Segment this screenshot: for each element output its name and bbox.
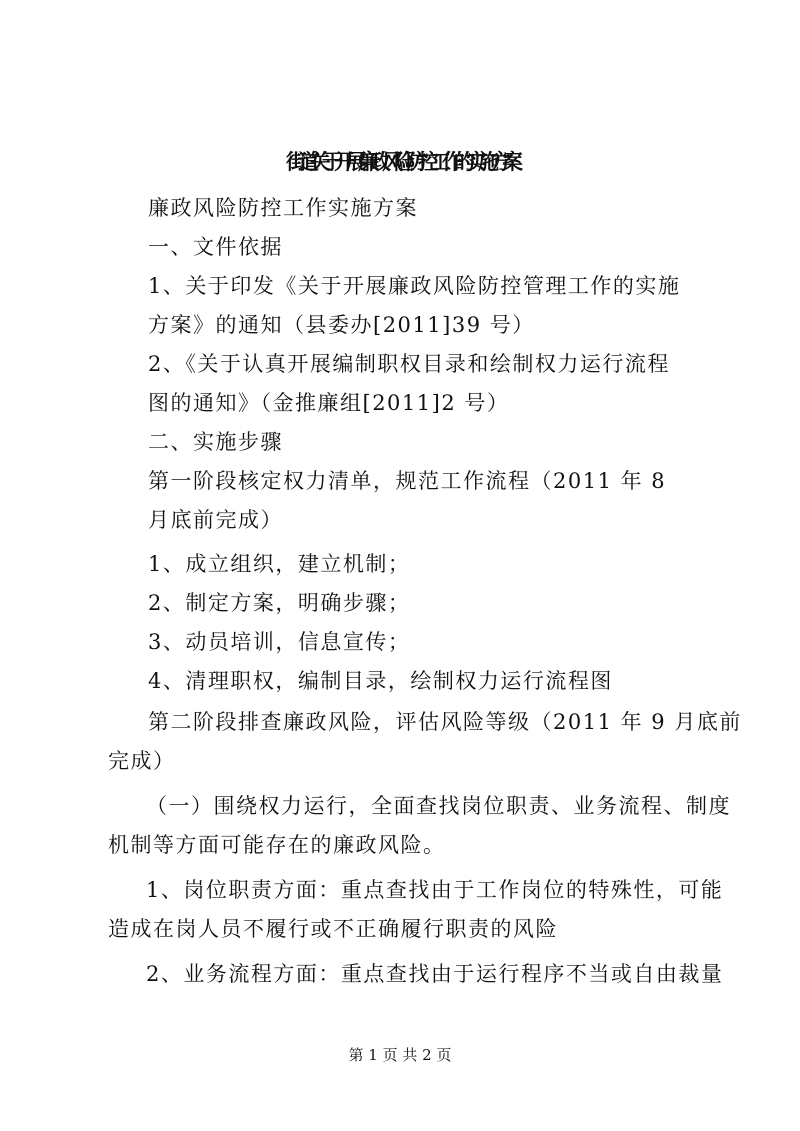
text-line: 第二阶段排查廉政风险，评估风险等级（2011 年 9 月底前 bbox=[148, 710, 742, 734]
text-line: 1、关于印发《关于开展廉政风险防控管理工作的实施 bbox=[148, 274, 681, 298]
text-line: 3、动员培训，信息宣传； bbox=[148, 630, 411, 654]
text-line: 1、成立组织，建立机制； bbox=[148, 552, 411, 576]
text-line: 完成） bbox=[108, 749, 176, 773]
text-line: 廉政风险防控工作实施方案 bbox=[148, 196, 418, 220]
text-line: 一、文件依据 bbox=[148, 235, 283, 259]
text-line: 造成在岗人员不履行或不正确履行职责的风险 bbox=[108, 917, 558, 941]
text-line: 第一阶段核定权力清单，规范工作流程（2011 年 8 bbox=[148, 469, 667, 493]
page-footer: 第 1 页 共 2 页 bbox=[348, 1046, 452, 1064]
text-line: 2、《关于认真开展编制职权目录和绘制权力运行流程 bbox=[148, 352, 670, 376]
text-line: 1、岗位职责方面：重点查找由于工作岗位的特殊性，可能 bbox=[146, 878, 724, 902]
text-line: 机制等方面可能存在的廉政风险。 bbox=[108, 833, 446, 857]
text-line: （一）围绕权力运行，全面查找岗位职责、业务流程、制度 bbox=[146, 794, 731, 818]
text-line: 月底前完成） bbox=[148, 508, 283, 532]
text-line: 2、制定方案，明确步骤； bbox=[148, 591, 411, 615]
text-line: 图的通知》（金推廉组[2011]2 号） bbox=[148, 391, 510, 415]
text-line: 2、业务流程方面：重点查找由于运行程序不当或自由裁量 bbox=[146, 962, 724, 986]
document-title: 街道关于开展廉政风险防控工作的实施方案 bbox=[286, 149, 514, 174]
text-line: 4、清理职权，编制目录，绘制权力运行流程图 bbox=[148, 669, 613, 693]
text-line: 二、实施步骤 bbox=[148, 430, 283, 454]
text-line: 方案》的通知（县委办[2011]39 号） bbox=[148, 313, 535, 337]
